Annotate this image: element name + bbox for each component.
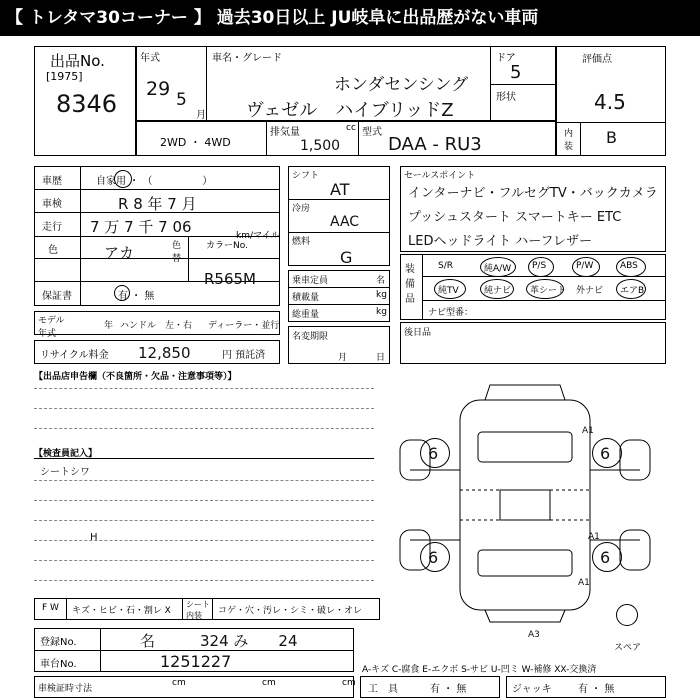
- disp-label: 排気量: [270, 127, 300, 138]
- fuel-label: 燃料: [292, 237, 311, 247]
- color-code-value: R565M: [204, 270, 256, 288]
- aircon-label: 冷房: [292, 204, 311, 214]
- fw-items: キズ・ヒビ・石・割レ X: [72, 606, 171, 616]
- seat-label: シート内装: [186, 600, 210, 620]
- inspection-label: 車検: [42, 199, 62, 210]
- grade-value: 4.5: [594, 90, 626, 114]
- seat-items: コゲ・穴・汚レ・シミ・破レ・オレ: [218, 606, 363, 616]
- model-year-label: モデル年式: [38, 316, 65, 339]
- diagram-mark-3: A3: [528, 630, 540, 640]
- capacity-label-2: 総重量: [292, 310, 320, 320]
- model-year-unit: 年: [104, 321, 114, 331]
- diagram-right-rear: 6: [600, 548, 611, 567]
- lot-label: 出品No.: [50, 52, 105, 70]
- inspector-mark: H: [90, 532, 98, 543]
- color-label: 色: [48, 245, 58, 256]
- car-line2: ヴェゼル ハイブリッドZ: [246, 100, 454, 121]
- capacity-label-1: 積載量: [292, 293, 320, 303]
- model-value: DAA - RU3: [388, 134, 482, 155]
- year-era: 29: [146, 78, 171, 100]
- color-swap-label: 色替: [172, 241, 182, 264]
- drive-text: 2WD ・ 4WD: [160, 136, 231, 149]
- year-label: 年式: [140, 53, 160, 64]
- history-label: 車歴: [42, 176, 62, 187]
- legend: A-キズ C-腐食 E-エクボ S-サビ U-凹ミ W-補修 XX-交換済: [362, 665, 597, 675]
- diagram-right-front: 6: [600, 444, 611, 463]
- interior-value: B: [606, 128, 617, 147]
- shape-label: 形状: [496, 92, 516, 103]
- equip-r2-0: 純TV: [438, 286, 459, 296]
- history-value: 自家用 ・ （ ）: [96, 176, 213, 187]
- owner-change-label: 名変期限: [292, 332, 329, 342]
- inspector-note: シートシワ: [40, 467, 90, 478]
- car-diagram: [390, 380, 660, 630]
- equip-r1-1: 純A/W: [484, 264, 512, 274]
- chassis-label: 車台No.: [40, 659, 77, 670]
- spare-label: スペア: [614, 643, 642, 653]
- equip-r2-2: 革シート: [530, 286, 567, 296]
- registration-area: 名: [140, 632, 156, 650]
- handle-text: ハンドル 左・右: [120, 321, 193, 331]
- rear-seat-box: [400, 322, 666, 364]
- rear-seat-label: 後日品: [404, 328, 432, 338]
- dealer-text: ディーラー・並行: [208, 321, 280, 331]
- equip-r1-3: P/W: [576, 261, 594, 271]
- banner-title: 【 トレタマ30コーナー 】 過去30日以上 JU岐阜に出品歴がない車両: [0, 0, 700, 36]
- dims-unit-1: cm: [172, 678, 186, 688]
- shift-label: シフト: [292, 171, 320, 181]
- capacity-unit-1: kg: [376, 290, 387, 300]
- sales-line-2: LEDヘッドライト ハーフレザー: [408, 234, 593, 249]
- mileage-label: 走行: [42, 222, 62, 233]
- recycle-label: リサイクル料金: [40, 350, 109, 361]
- disp-unit: cc: [346, 123, 356, 133]
- warranty-value: 有 ・ 無: [118, 291, 155, 302]
- diagram-left-front: 6: [428, 444, 439, 463]
- tools-label: 工 具: [368, 684, 398, 695]
- equip-r1-2: P/S: [532, 261, 547, 271]
- jack-value: 有 ・ 無: [578, 684, 615, 695]
- recycle-unit: 円 預託済: [222, 350, 266, 361]
- dims-label: 車検証時寸法: [38, 684, 93, 694]
- registration-number: 324 み 24: [200, 632, 298, 650]
- seller-notes-label: 【出品店申告欄（不良箇所・欠品・注意事項等）】: [34, 372, 237, 382]
- capacity-unit-0: 名: [376, 276, 386, 286]
- doors-label: ドア: [496, 53, 516, 64]
- chassis-value: 1251227: [160, 652, 232, 671]
- navi-type-label: ナビ型番：: [428, 308, 474, 318]
- car-line1: ホンダセンシング: [334, 75, 469, 95]
- diagram-mark-0: A1: [582, 426, 594, 436]
- equip-r2-3: 外ナビ: [576, 286, 604, 296]
- color-code-label: カラーNo.: [206, 241, 248, 251]
- owner-change-month: 月: [338, 353, 348, 363]
- warranty-label: 保証書: [42, 291, 72, 302]
- diagram-mark-2: A1: [578, 578, 590, 588]
- equip-r1-0: S/R: [438, 261, 453, 271]
- year-month: 5: [176, 90, 187, 110]
- owner-change-day: 日: [376, 353, 386, 363]
- registration-label: 登録No.: [40, 637, 77, 648]
- inspection-value: R 8 年 7 月: [118, 195, 197, 213]
- lot-number: 8346: [56, 90, 118, 118]
- diagram-mark-1: A1: [588, 532, 600, 542]
- car-label: 車名・グレード: [212, 53, 282, 64]
- tools-value: 有 ・ 無: [430, 684, 467, 695]
- equip-r2-1: 純ナビ: [484, 286, 512, 296]
- sales-line-0: インターナビ・フルセグTV・バックカメラ: [408, 186, 658, 201]
- jack-label: ジャッキ: [512, 684, 552, 695]
- equip-r2-4: エアB: [620, 286, 645, 296]
- capacity-unit-2: kg: [376, 307, 387, 317]
- shift-value: AT: [330, 180, 350, 199]
- diagram-left-rear: 6: [428, 548, 439, 567]
- recycle-value: 12,850: [138, 344, 191, 362]
- mileage-unit: km/マイル: [236, 231, 280, 241]
- aircon-value: AAC: [330, 214, 360, 230]
- fw-label: F W: [42, 603, 59, 613]
- doors-value: 5: [510, 62, 522, 83]
- dims-unit-2: cm: [262, 678, 276, 688]
- dims-unit-3: cm: [342, 678, 356, 688]
- equip-r1-4: ABS: [620, 261, 638, 271]
- model-label: 型式: [362, 127, 382, 138]
- disp-value: 1,500: [300, 138, 341, 154]
- lot-sub: [1975]: [46, 70, 83, 83]
- mileage-value: 7 万 7 千 7 06: [90, 218, 192, 236]
- capacity-label-0: 乗車定員: [292, 276, 329, 286]
- sales-line-1: プッシュスタート スマートキー ETC: [408, 210, 622, 225]
- fuel-value: G: [340, 248, 353, 267]
- interior-label: 内装: [564, 129, 574, 152]
- color-value: アカ: [104, 244, 134, 262]
- inspector-label: 【検査員記入】: [34, 449, 98, 459]
- grade-label: 評価点: [582, 54, 612, 65]
- year-month-unit: 月: [196, 110, 206, 121]
- equipment-label: 装備品: [405, 264, 415, 305]
- sales-point-label: セールスポイント: [404, 171, 476, 181]
